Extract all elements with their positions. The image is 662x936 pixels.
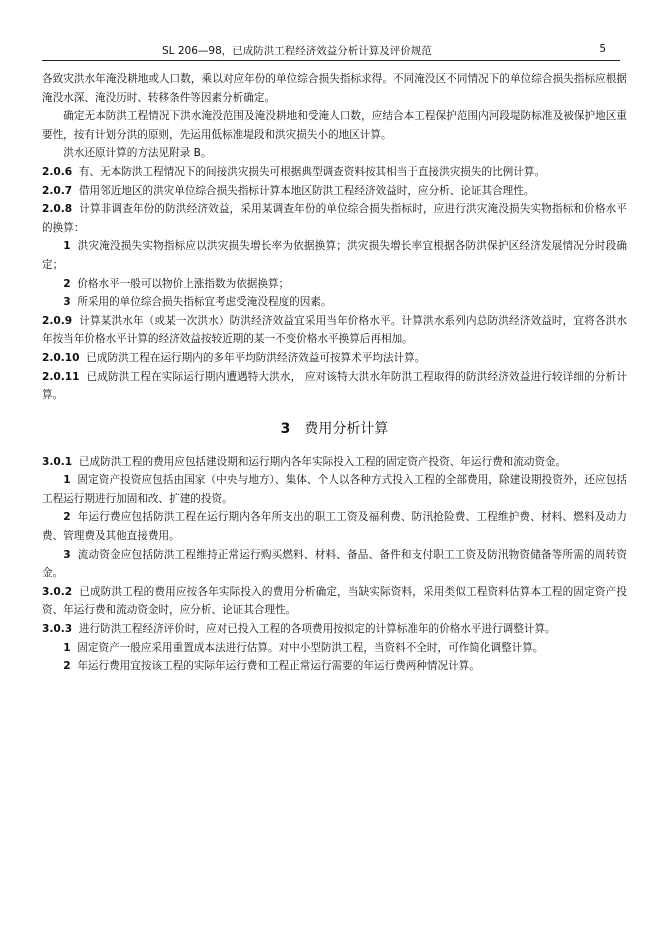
clause-text: 借用邻近地区的洪灾单位综合损失指标计算本地区防洪工程经济效益时，应分析、论证其合理性。 [78, 184, 535, 197]
section-title: 费用分析计算 [304, 420, 389, 437]
clause-number: 2.0.6 [42, 165, 73, 178]
paragraph-text: 洪水还原计算的方法见附录 B。 [63, 147, 212, 160]
item-text: 所采用的单位综合损失指标宜考虑受淹没程度的因素。 [77, 296, 332, 309]
clause-2-0-11 [42, 368, 627, 405]
clause-2-0-9 [42, 312, 627, 349]
item-number: 2 [63, 511, 71, 524]
clause-number: 2.0.9 [42, 314, 73, 327]
clause-text: 进行防洪工程经济评价时，应对已投入工程的各项费用按拟定的计算标准年的价格水平进行调整计算。 [78, 623, 556, 636]
list-item [42, 471, 627, 508]
document-body [42, 70, 627, 676]
section-number: 3 [280, 420, 291, 437]
list-item [42, 639, 627, 658]
clause-text: 已成防洪工程在实际运行期内遭遇特大洪水， 应对该特大洪水年防洪工程取得的防洪经济效益进行较详细的分析计算。 [42, 370, 627, 402]
clause-text: 已成防洪工程的费用应按各年实际投入的费用分析确定，当缺实际资料，采用类似工程资料估算本工程的固定资产投资、年运行费和流动资金时，应分析、论证其合理性。 [42, 585, 627, 617]
clause-2-0-8 [42, 200, 627, 237]
item-text: 年运行费用宜按该工程的实际年运行费和工程正常运行需要的年运行费两种情况计算。 [77, 660, 480, 673]
item-text: 年运行费应包括防洪工程在运行期内各年所支出的职工工资及福利费、防汛抢险费、工程维护费、材料、燃料及动力费、管理费及其他直接费用。 [42, 511, 627, 543]
item-number: 1 [63, 474, 71, 487]
paragraph [42, 107, 627, 144]
item-number: 3 [63, 296, 71, 309]
clause-text: 计算非调查年份的防洪经济效益，采用某调查年份的单位综合损失指标时，应进行洪灾淹没损失实物指标和价格水平的换算： [42, 203, 627, 234]
item-text: 价格水平一般可以物价上涨指数为依据换算； [77, 277, 290, 290]
item-text: 固定资产一般应采用重置成本法进行估算。对中小型防洪工程，当资料不全时，可作简化调整计算。 [77, 641, 544, 654]
paragraph-text: 各致灾洪水年淹没耕地或人口数，乘以对应年份的单位综合损失指标求得。不同淹没区不同情况下的单位综合损失指标应根据淹没水深、淹没历时、转移条件等因素分析确定。 [42, 73, 627, 104]
clause-text: 计算某洪水年（或某一次洪水）防洪经济效益宜采用当年价格水平。计算洪水系列内总防洪经济效益时，宜将各洪水年按当年价格水平计算的经济效益按较近期的某一不变价格水平换算后再相加。 [42, 314, 627, 346]
clause-number: 2.0.10 [42, 351, 80, 364]
clause-3-0-1 [42, 453, 627, 472]
page-number: 5 [599, 43, 606, 55]
item-number: 2 [63, 660, 71, 673]
clause-number: 2.0.7 [42, 184, 73, 197]
clause-number: 3.0.3 [42, 623, 73, 636]
clause-3-0-2 [42, 583, 627, 620]
list-item [42, 275, 627, 294]
clause-number: 3.0.1 [42, 455, 73, 468]
item-text: 流动资金应包括防洪工程维持正常运行购买燃料、材料、备品、备件和支付职工工资及防汛物资储备等所需的周转资金。 [42, 548, 627, 580]
item-text: 洪灾淹没损失实物指标应以洪灾损失增长率为依据换算；洪灾损失增长率宜根据各防洪保护区经济发展情况分时段确定； [42, 240, 627, 271]
clause-text: 有、无本防洪工程情况下的间接洪灾损失可根据典型调查资料按其相当于直接洪灾损失的比例计算。 [78, 165, 546, 178]
list-item [42, 546, 627, 583]
list-item [42, 293, 627, 312]
item-number: 2 [63, 277, 71, 290]
clause-2-0-7 [42, 182, 627, 201]
list-item [42, 657, 627, 676]
paragraph [42, 144, 627, 163]
header-title: SL 206—98，已成防洪工程经济效益分析计算及评价规范 [162, 45, 432, 57]
section-heading [42, 417, 627, 441]
clause-2-0-10 [42, 349, 627, 368]
clause-number: 2.0.11 [42, 370, 80, 383]
clause-3-0-3 [42, 620, 627, 639]
item-number: 1 [63, 641, 71, 654]
clause-number: 3.0.2 [42, 585, 73, 598]
list-item [42, 508, 627, 545]
item-number: 3 [63, 548, 71, 561]
paragraph [42, 70, 627, 107]
page-header [42, 40, 620, 61]
clause-text: 已成防洪工程在运行期内的多年平均防洪经济效益可按算术平均法计算。 [86, 351, 426, 364]
clause-2-0-6 [42, 163, 627, 182]
item-text: 固定资产投资应包括由国家（中央与地方）、集体、个人以各种方式投入工程的全部费用，除建设期投资外，还应包括工程运行期进行加固和改、扩建的投资。 [42, 474, 627, 505]
list-item [42, 237, 627, 274]
item-number: 1 [63, 240, 71, 253]
paragraph-text: 确定无本防洪工程情况下洪水淹没范围及淹没耕地和受淹人口数，应结合本工程保护范围内河段堤防标准及被保护地区重要性，按有计划分洪的原则，先运用低标准堤段和洪灾损失小的地区计算。 [42, 110, 627, 141]
clause-text: 已成防洪工程的费用应包括建设期和运行期内各年实际投入工程的固定资产投资、年运行费和流动资金。 [78, 455, 567, 468]
clause-number: 2.0.8 [42, 203, 73, 216]
